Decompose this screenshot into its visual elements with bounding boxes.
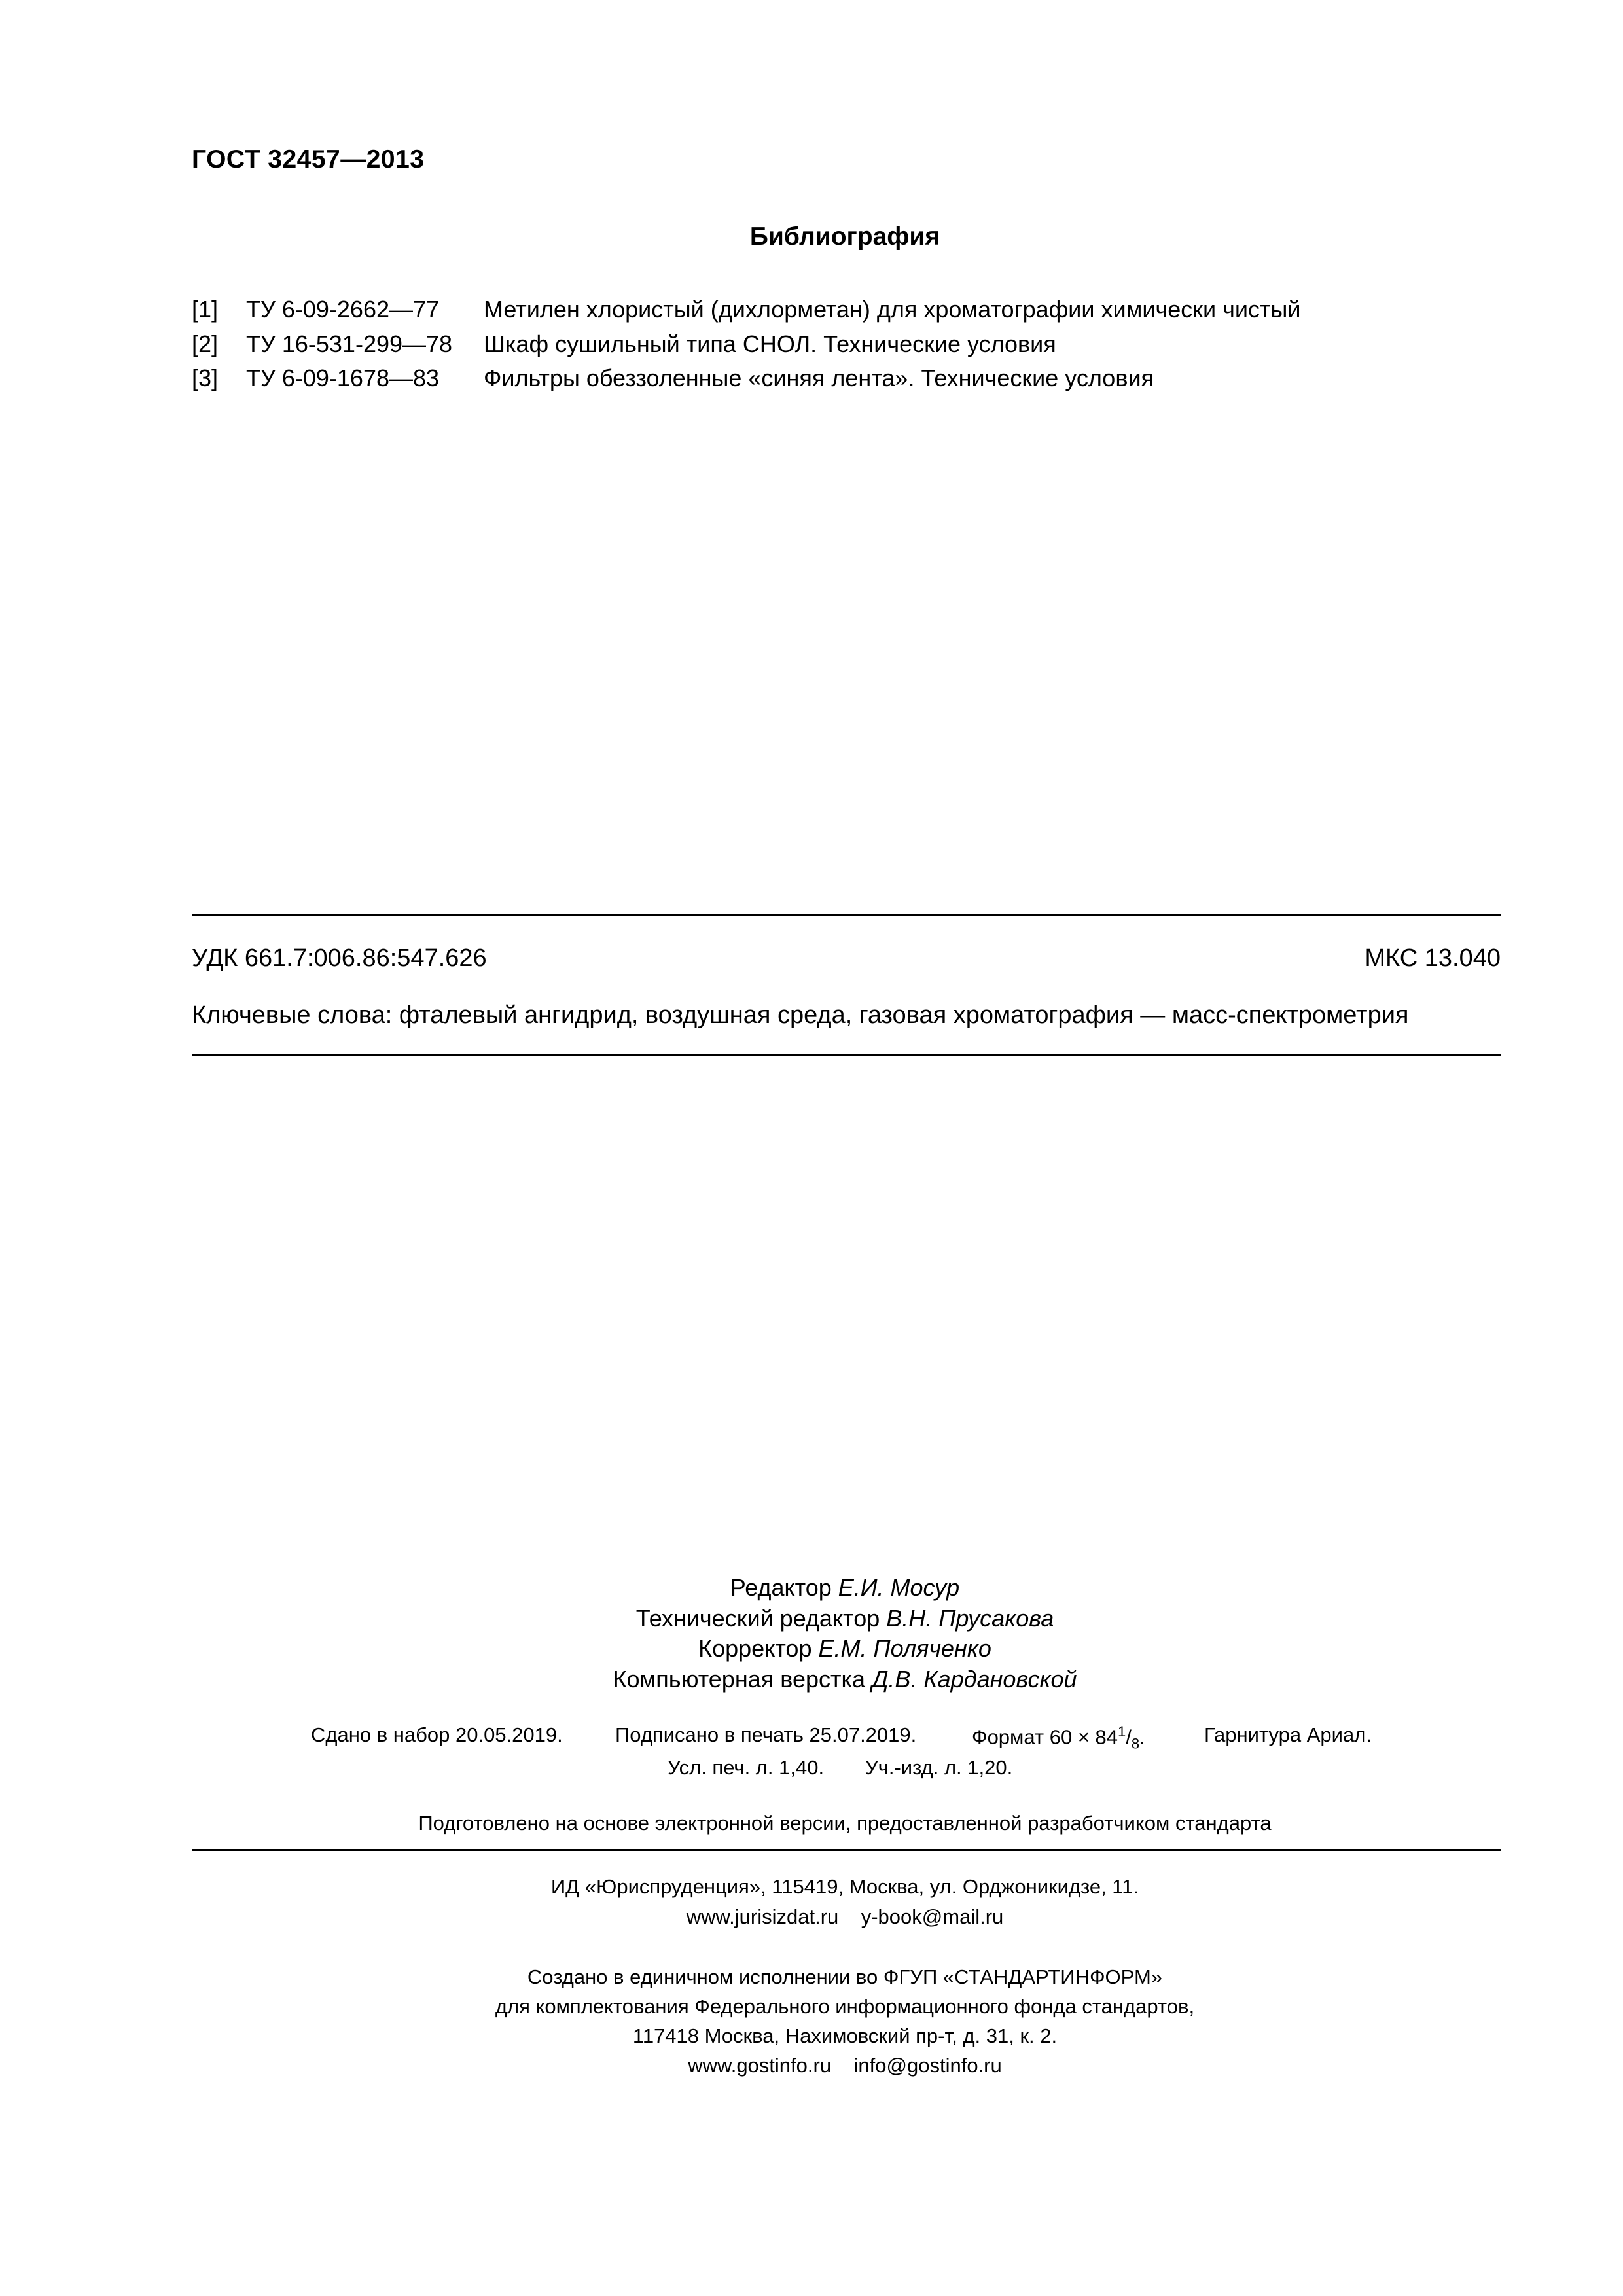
creator-line1: Создано в единичном исполнении во ФГУП «СТАНДАРТИНФОРМ»	[527, 1965, 1163, 1988]
staff-tech-editor	[0, 1605, 1623, 1632]
keywords-line: Ключевые слова: фталевый ангидрид, воздушная среда, газовая хроматография — масс-спектрометрия	[192, 1001, 1409, 1029]
publisher-contacts	[0, 1905, 1623, 1929]
bibliography-item-text: Метилен хлористый (дихлорметан) для хроматографии химически чистый	[484, 296, 1301, 323]
typeface: Гарнитура Ариал.	[1204, 1723, 1372, 1746]
staff-role: Редактор	[730, 1574, 832, 1601]
publisher-email: y-book@mail.ru	[861, 1905, 1004, 1928]
prepared-note: Подготовлено на основе электронной версии, предоставленной разработчиком стандарта	[418, 1812, 1272, 1835]
format-subscript: 8	[1131, 1735, 1140, 1752]
staff-name: Е.И. Мосур	[838, 1574, 960, 1601]
divider-footer	[192, 1849, 1501, 1851]
publisher-address: ИД «Юриспруденция», 115419, Москва, ул. Орджоникидзе, 11.	[550, 1875, 1139, 1898]
publisher-website: www.jurisizdat.ru	[686, 1905, 839, 1928]
document-code: ГОСТ 32457—2013	[192, 145, 425, 173]
staff-role: Корректор	[698, 1635, 812, 1662]
bibliography-item-text: Шкаф сушильный типа СНОЛ. Технические условия	[484, 331, 1056, 357]
format-slash: /	[1126, 1725, 1132, 1749]
staff-name: В.Н. Прусакова	[886, 1605, 1054, 1632]
creator-line2: для комплектования Федерального информационного фонда стандартов,	[495, 1995, 1195, 2018]
creator-address: 117418 Москва, Нахимовский пр-т, д. 31, к. 2.	[632, 2024, 1058, 2047]
bibliography-item-number: [1]	[192, 296, 219, 323]
mks-code: МКС 13.040	[1364, 944, 1501, 972]
divider-bottom	[192, 1054, 1501, 1056]
creator-website: www.gostinfo.ru	[688, 2054, 832, 2077]
staff-role: Компьютерная верстка	[613, 1666, 866, 1693]
bibliography-item-number: [2]	[192, 331, 219, 357]
staff-editor	[0, 1574, 1623, 1602]
format-superscript: 1	[1118, 1723, 1126, 1740]
print-sheets: Усл. печ. л. 1,40.	[668, 1756, 825, 1779]
creator-contacts	[0, 2054, 1623, 2077]
staff-corrector	[0, 1635, 1623, 1662]
divider-top	[192, 914, 1501, 916]
udk-code: УДК 661.7:006.86:547.626	[192, 944, 487, 972]
bibliography-item-code: ТУ 6-09-2662—77	[246, 296, 440, 323]
bibliography-item-code: ТУ 16-531-299—78	[246, 331, 453, 357]
bibliography-item-text: Фильтры обеззоленные «синяя лента». Технические условия	[484, 365, 1154, 391]
bibliography-item-number: [3]	[192, 365, 219, 391]
signed-date: Подписано в печать 25.07.2019.	[615, 1723, 917, 1746]
staff-role: Технический редактор	[635, 1605, 880, 1632]
format-prefix: Формат 60 × 84	[972, 1725, 1118, 1749]
staff-name: Д.В. Кардановской	[872, 1666, 1077, 1693]
paper-format	[972, 1723, 1145, 1753]
publishing-sheets: Уч.-изд. л. 1,20.	[865, 1756, 1013, 1779]
staff-name: Е.М. Поляченко	[818, 1635, 991, 1662]
staff-layout	[0, 1666, 1623, 1693]
submitted-date: Сдано в набор 20.05.2019.	[311, 1723, 563, 1746]
bibliography-item-code: ТУ 6-09-1678—83	[246, 365, 440, 391]
bibliography-title: Библиография	[749, 223, 940, 251]
creator-email: info@gostinfo.ru	[853, 2054, 1002, 2077]
format-suffix: .	[1139, 1725, 1145, 1749]
